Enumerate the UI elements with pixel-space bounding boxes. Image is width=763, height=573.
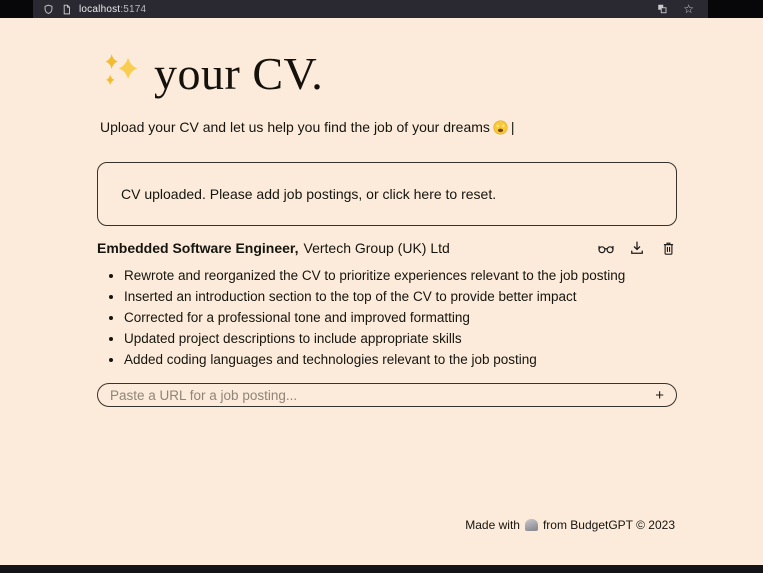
job-url-input-container bbox=[97, 383, 677, 407]
page-title: your CV. bbox=[154, 48, 324, 99]
job-posting-row bbox=[97, 239, 677, 257]
view-cv-button[interactable] bbox=[597, 239, 615, 257]
footer-prefix: Made with bbox=[465, 518, 520, 532]
url-text bbox=[79, 4, 146, 15]
url-host: localhost bbox=[79, 3, 121, 15]
trash-icon bbox=[660, 240, 677, 257]
shield-icon[interactable] bbox=[43, 4, 54, 15]
subtitle-text: Upload your CV and let us help you find the job of your dreams bbox=[100, 119, 490, 135]
list-item: • Added coding languages and technologies relevant to the job posting bbox=[124, 349, 677, 370]
job-url-input[interactable] bbox=[108, 387, 647, 404]
bookmark-star-icon[interactable]: ☆ bbox=[683, 2, 694, 16]
sparkles-icon bbox=[99, 51, 144, 96]
delete-job-button[interactable] bbox=[659, 239, 677, 257]
footer bbox=[465, 518, 675, 532]
page-icon[interactable] bbox=[61, 4, 72, 15]
list-item: • Updated project descriptions to include appropriate skills bbox=[124, 328, 677, 349]
job-company: Vertech Group (UK) Ltd bbox=[303, 240, 450, 256]
url-port: :5174 bbox=[120, 3, 147, 15]
glasses-icon bbox=[597, 239, 615, 257]
job-actions bbox=[597, 239, 677, 257]
download-cv-button[interactable] bbox=[628, 239, 646, 257]
address-bar[interactable] bbox=[33, 4, 656, 15]
list-item: • Inserted an introduction section to the top of the CV to provide better impact bbox=[124, 286, 677, 307]
window-bottom-edge bbox=[0, 565, 763, 573]
rock-icon bbox=[525, 519, 538, 531]
page-content bbox=[97, 18, 677, 407]
page-subtitle bbox=[100, 119, 677, 135]
text-cursor: | bbox=[510, 119, 515, 135]
browser-url-toolbar[interactable] bbox=[33, 0, 708, 18]
download-icon bbox=[628, 239, 646, 257]
star-struck-emoji-icon bbox=[493, 120, 508, 135]
cv-change-list bbox=[97, 265, 677, 370]
footer-suffix: from BudgetGPT © 2023 bbox=[542, 518, 675, 532]
pages-icon[interactable] bbox=[656, 3, 668, 15]
browser-topbar bbox=[0, 0, 763, 18]
upload-status-box[interactable] bbox=[97, 162, 677, 226]
list-item: • Corrected for a professional tone and improved formatting bbox=[124, 307, 677, 328]
add-job-button[interactable]: + bbox=[647, 388, 672, 403]
list-item: • Rewrote and reorganized the CV to prioritize experiences relevant to the job posting bbox=[124, 265, 677, 286]
upload-status-message: CV uploaded. Please add job postings, or click here to reset. bbox=[121, 186, 497, 202]
page-title-row bbox=[99, 46, 677, 100]
job-title: Embedded Software Engineer, bbox=[97, 240, 299, 256]
